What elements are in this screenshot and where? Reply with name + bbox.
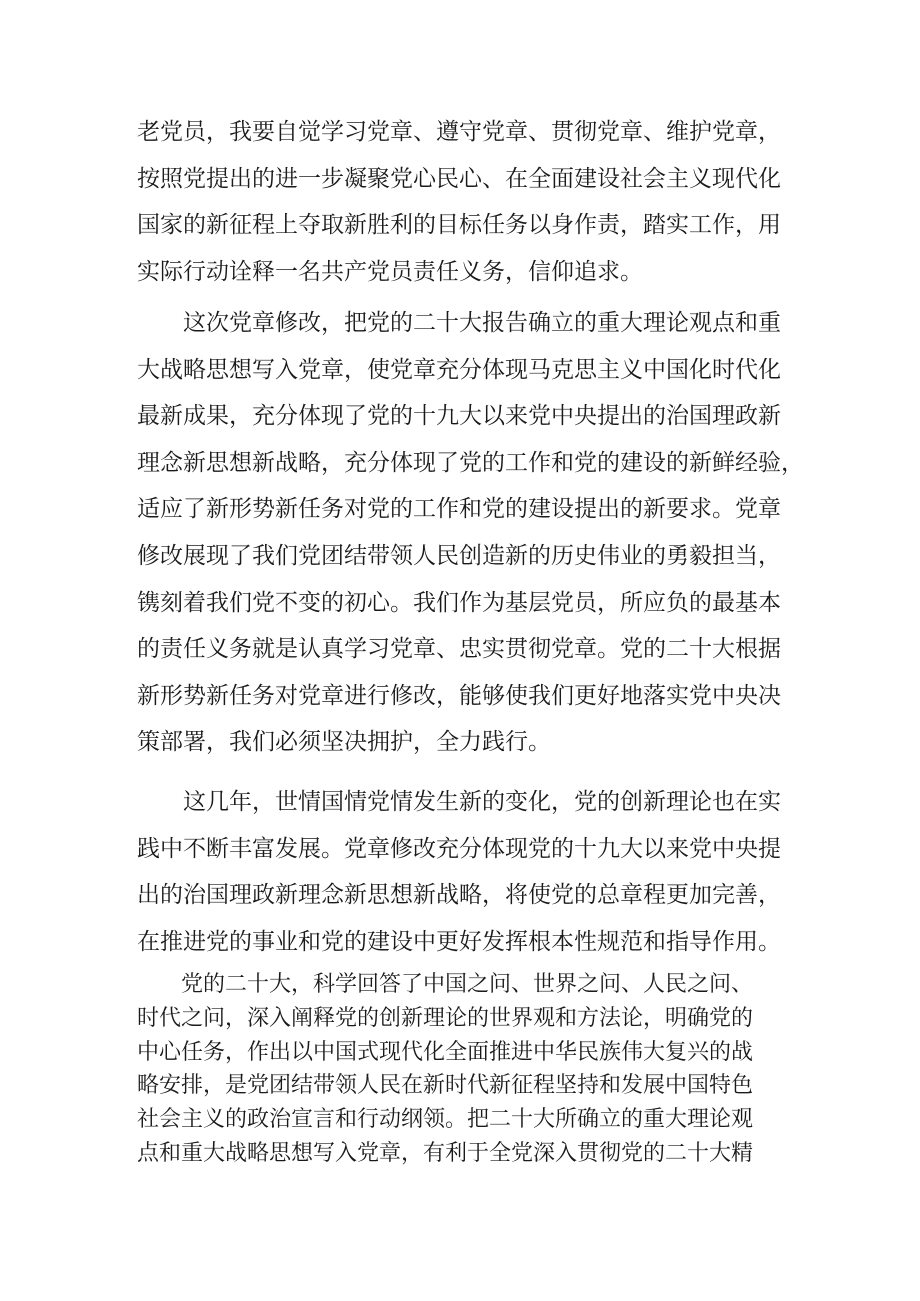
paragraph-1-line: 老党员，我要自觉学习党章、遵守党章、贯彻党章、维护党章， bbox=[137, 119, 781, 145]
paragraph-4-line: 社会主义的政治宣言和行动纲领。把二十大所确立的重大理论观 bbox=[137, 1107, 754, 1133]
paragraph-1-line: 按照党提出的进一步凝聚党心民心、在全面建设社会主义现代化 bbox=[137, 165, 781, 192]
paragraph-3-line: 这几年，世情国情党情发生新的变化，党的创新理论也在实 bbox=[183, 789, 781, 815]
paragraph-2-line: 适应了新形势新任务对党的工作和党的建设提出的新要求。党章 bbox=[137, 496, 781, 523]
paragraph-2-line: 镌刻着我们党不变的初心。我们作为基层党员，所应负的最基本 bbox=[137, 589, 781, 616]
paragraph-4-line: 时代之问，深入阐释党的创新理论的世界观和方法论，明确党的 bbox=[137, 1005, 754, 1031]
paragraph-4-line: 略安排，是党团结带领人民在新时代新征程坚持和发展中国特色 bbox=[137, 1073, 754, 1099]
paragraph-3 bbox=[137, 779, 787, 965]
paragraph-2-line: 策部署，我们必须坚决拥护，全力践行。 bbox=[137, 729, 551, 756]
paragraph-1-line: 国家的新征程上夺取新胜利的目标任务以身作责，踏实工作，用 bbox=[137, 212, 781, 239]
paragraph-3-line: 出的治国理政新理念新思想新战略，将使党的总章程更加完善， bbox=[137, 882, 781, 909]
paragraph-2-line: 大战略思想写入党章，使党章充分体现马克思主义中国化时代化 bbox=[137, 356, 781, 383]
paragraph-2-line: 这次党章修改，把党的二十大报告确立的重大理论观点和重 bbox=[183, 310, 781, 336]
paragraph-3-line: 践中不断丰富发展。党章修改充分体现党的十九大以来党中央提 bbox=[137, 835, 781, 862]
paragraph-2-line: 最新成果，充分体现了党的十九大以来党中央提出的治国理政新 bbox=[137, 403, 781, 430]
paragraph-4 bbox=[137, 968, 787, 1171]
paragraph-4-line: 党的二十大，科学回答了中国之问、世界之问、人民之问、 bbox=[181, 972, 754, 997]
paragraph-2-line: 修改展现了我们党团结带领人民创造新的历史伟业的勇毅担当， bbox=[137, 542, 781, 569]
paragraph-4-line: 中心任务，作出以中国式现代化全面推进中华民族伟大复兴的战 bbox=[137, 1039, 754, 1065]
paragraph-1-line: 实际行动诠释一名共产党员责任义务，信仰追求。 bbox=[137, 258, 643, 285]
paragraph-3-line: 在推进党的事业和党的建设中更好发挥根本性规范和指导作用。 bbox=[137, 928, 781, 955]
paragraph-2-line: 理念新思想新战略，充分体现了党的工作和党的建设的新鲜经验， bbox=[137, 449, 804, 476]
paragraph-4-line: 点和重大战略思想写入党章，有利于全党深入贯彻党的二十大精 bbox=[137, 1140, 754, 1166]
paragraph-2-line: 的责任义务就是认真学习党章、忠实贯彻党章。党的二十大根据 bbox=[137, 636, 781, 663]
paragraph-2 bbox=[137, 300, 804, 766]
paragraph-1 bbox=[137, 109, 787, 295]
paragraph-2-line: 新形势新任务对党章进行修改，能够使我们更好地落实党中央决 bbox=[137, 682, 781, 709]
